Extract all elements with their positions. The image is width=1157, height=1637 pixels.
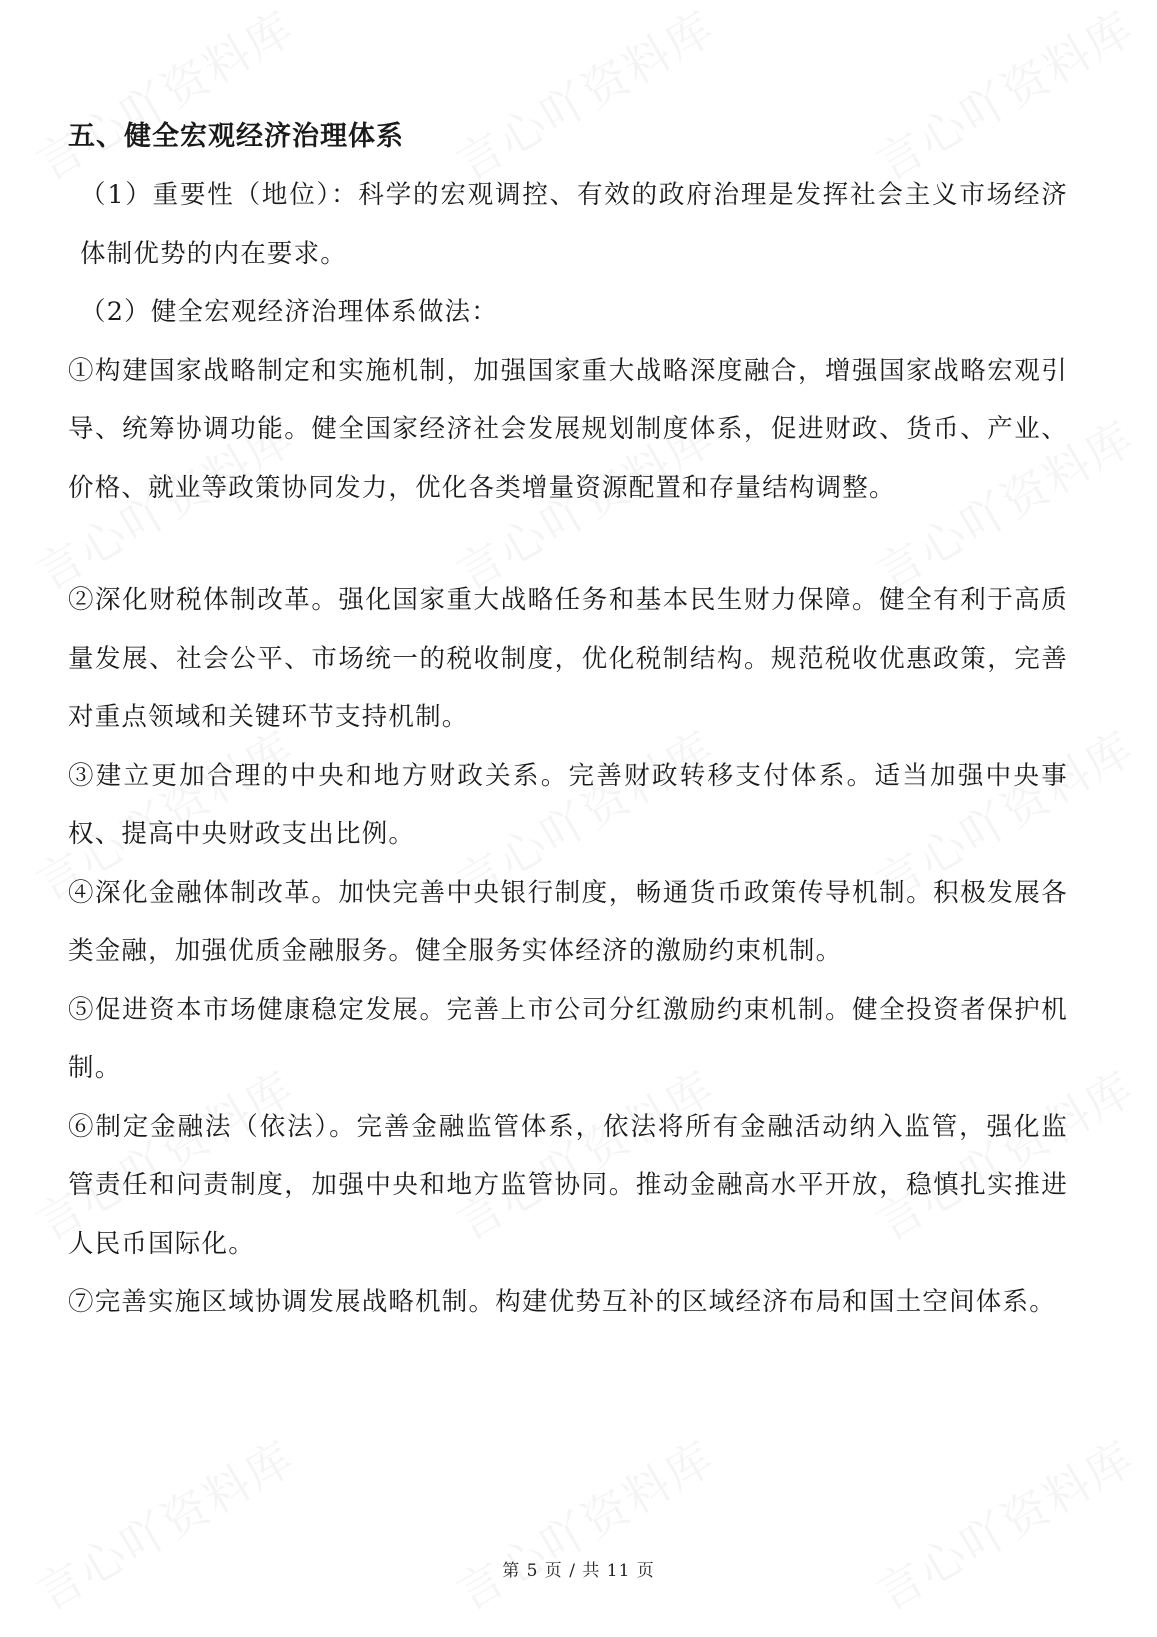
paragraph-methods-title: （2）健全宏观经济治理体系做法：: [80, 297, 498, 327]
paragraph-item-5: ⑤促进资本市场健康稳定发展。完善上市公司分红激励约束机制。健全投资者保护机制。: [68, 994, 1068, 1083]
paragraph-item-7: ⑦完善实施区域协调发展战略机制。构建优势互补的区域经济布局和国土空间体系。: [68, 1287, 1056, 1317]
paragraph-item-4: ④深化金融体制改革。加快完善中央银行制度，畅通货币政策传导机制。积极发展各类金融，加强优质金融服务。健全服务实体经济的激励约束机制。: [68, 877, 1068, 966]
page-number: 第 5 页 / 共 11 页: [502, 1561, 655, 1581]
document-body: [68, 108, 1068, 1332]
paragraph-item-6: ⑥制定金融法（依法）。完善金融监管体系，依法将所有金融活动纳入监管，强化监管责任和问责制度，加强中央和地方监管协同。推动金融高水平开放，稳慎扎实推进人民币国际化。: [68, 1111, 1068, 1259]
paragraph-item-3: ③建立更加合理的中央和地方财政关系。完善财政转移支付体系。适当加强中央事权、提高中央财政支出比例。: [68, 760, 1068, 849]
paragraph-importance: （1）重要性（地位）：科学的宏观调控、有效的政府治理是发挥社会主义市场经济体制优势的内在要求。: [80, 180, 1068, 269]
paragraph-item-1: ①构建国家战略制定和实施机制，加强国家重大战略深度融合，增强国家战略宏观引导、统筹协调功能。健全国家经济社会发展规划制度体系，促进财政、货币、产业、价格、就业等政策协同发力，优化各类增量资源配置和存量结构调整。: [68, 355, 1068, 503]
watermark: [863, 1422, 1145, 1623]
watermark: [443, 1422, 725, 1623]
paragraph-item-2: ②深化财税体制改革。强化国家重大战略任务和基本民生财力保障。健全有利于高质量发展、社会公平、市场统一的税收制度，优化税制结构。规范税收优惠政策，完善对重点领域和关键环节支持机制。: [68, 585, 1068, 732]
spacer: [68, 517, 1068, 571]
section-heading: 五、健全宏观经济治理体系: [68, 121, 404, 152]
watermark: [23, 1422, 305, 1623]
